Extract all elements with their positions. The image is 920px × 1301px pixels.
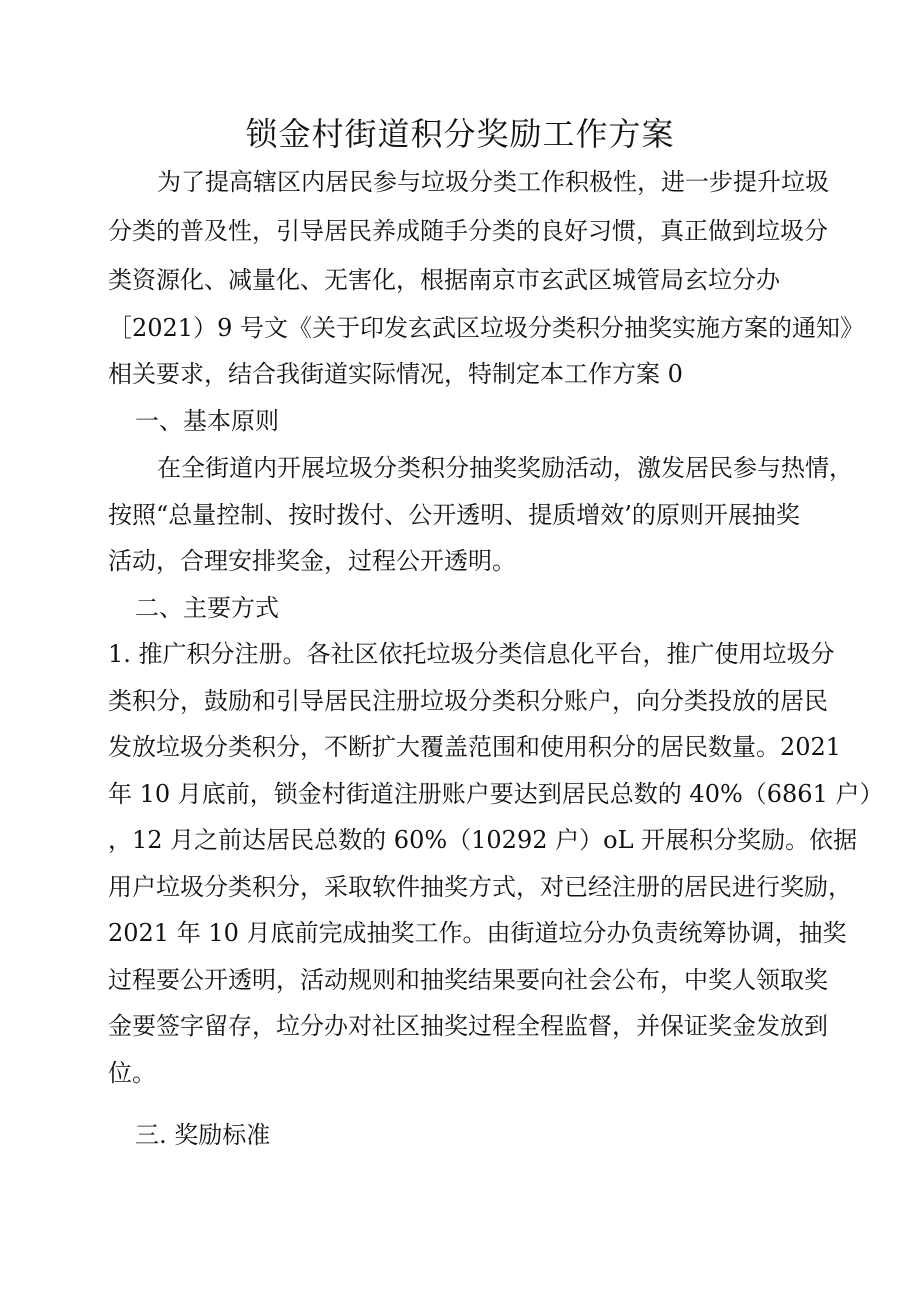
section2-line-1: 1. 推广积分注册。各社区依托垃圾分类信息化平台，推广使用垃圾分: [108, 640, 835, 668]
section2-line-3: 发放垃圾分类积分，不断扩大覆盖范围和使用积分的居民数量。2021: [108, 733, 842, 761]
section2-line-8: 过程要公开透明，活动规则和抽奖结果要向社会公布，中奖人领取奖: [108, 966, 828, 994]
section2-line-7: 2021 年 10 月底前完成抽奖工作。由街道垃分办负责统筹协调，抽奖: [108, 919, 847, 947]
section2-line-2: 类积分，鼓励和引导居民注册垃圾分类积分账户，向分类投放的居民: [108, 687, 828, 715]
intro-line-3: 类资源化、减量化、无害化，根据南京市玄武区城管局玄垃分办: [108, 266, 780, 294]
section-heading-main-methods: 二、主要方式: [135, 594, 279, 622]
section1-line-3: 活动，合理安排奖金，过程公开透明。: [108, 547, 516, 575]
section2-line-5: ，12 月之前达居民总数的 60%（10292 户）oL 开展积分奖励。依据: [108, 826, 858, 854]
document-title: 锁金村街道积分奖励工作方案: [245, 115, 675, 153]
intro-line-5: 相关要求，结合我街道实际情况，特制定本工作方案 0: [108, 360, 683, 388]
intro-line-4: ［2021）9 号文《关于印发玄武区垃圾分类积分抽奖实施方案的通知》: [108, 314, 864, 342]
section2-line-10: 位。: [108, 1059, 156, 1087]
intro-line-2: 分类的普及性，引导居民养成随手分类的良好习惯，真正做到垃圾分: [108, 217, 828, 245]
intro-line-1: 为了提高辖区内居民参与垃圾分类工作积极性，进一步提升垃圾: [157, 168, 829, 196]
section2-line-9: 金要签字留存，垃分办对社区抽奖过程全程监督，并保证奖金发放到: [108, 1012, 828, 1040]
section2-line-6: 用户垃圾分类积分，采取软件抽奖方式，对已经注册的居民进行奖励，: [108, 873, 852, 901]
section1-line-1: 在全街道内开展垃圾分类积分抽奖奖励活动，激发居民参与热情，: [157, 454, 853, 482]
section2-line-4: 年 10 月底前，锁金村街道注册账户要达到居民总数的 40%（6861 户）: [108, 780, 884, 808]
section-heading-reward-standards: 三. 奖励标准: [135, 1121, 271, 1149]
section-heading-basic-principles: 一、基本原则: [135, 407, 279, 435]
section1-line-2: 按照“总量控制、按时拨付、公开透明、提质增效’的原则开展抽奖: [108, 501, 800, 529]
